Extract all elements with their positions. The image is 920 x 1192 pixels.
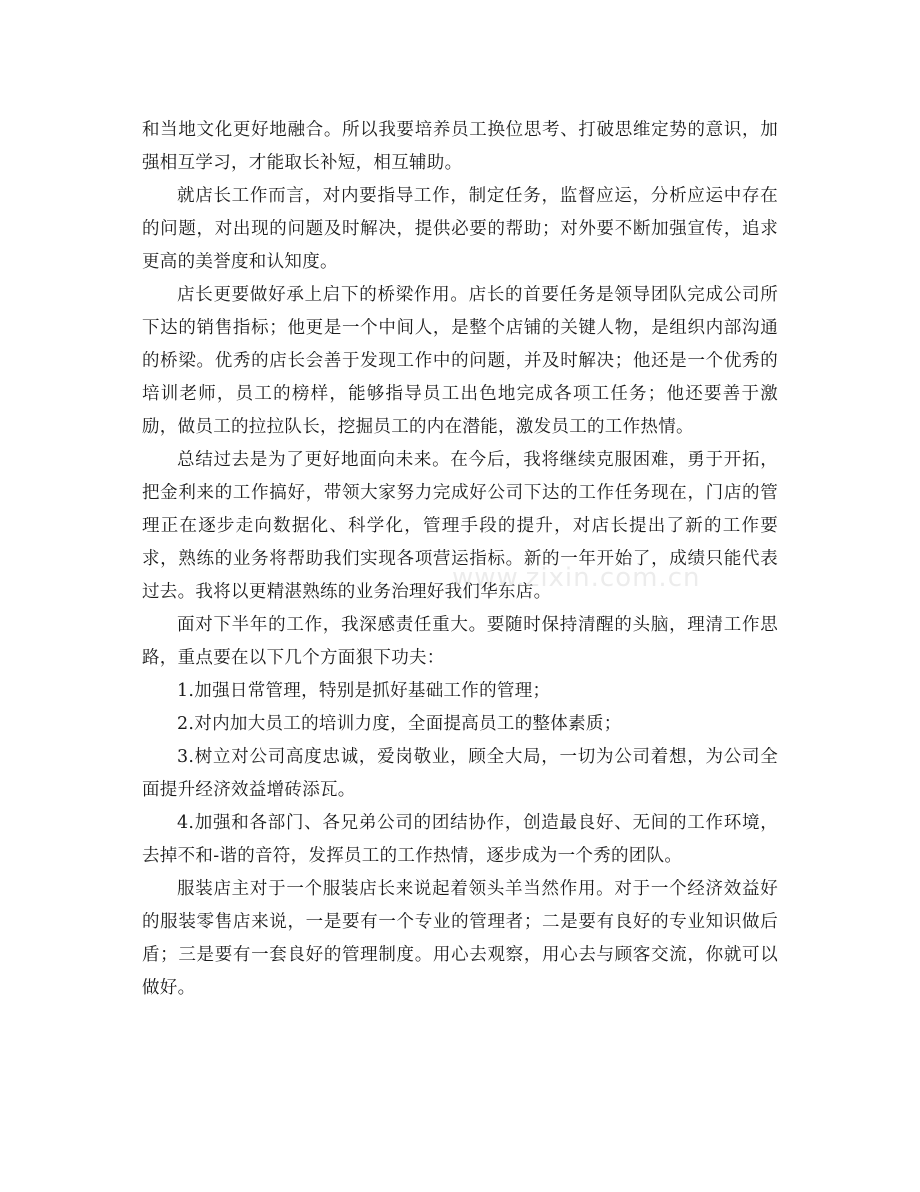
paragraph-future-outlook: 总结过去是为了更好地面向未来。在今后，我将继续克服困难，勇于开拓，把金利来的工作搞好，带领大家努力完成好公司下达的工作任务现在，门店的管理正在逐步走向数据化、科学化，管理手段的提升，对店长提出了新的工作要求，熟练的业务将帮助我们实现各项营运指标。新的一年开始了，成绩只能代表过去。我将以更精湛熟练的业务治理好我们华东店。	[142, 450, 778, 602]
watermark-text: www.zixin.com.cn	[452, 563, 701, 593]
document-body	[142, 114, 778, 1005]
list-item-1: 1.加强日常管理，特别是抓好基础工作的管理；	[177, 681, 551, 701]
paragraph-continuation: 和当地文化更好地融合。所以我要培养员工换位思考、打破思维定势的意识，加强相互学习，才能取长补短，相互辅助。	[142, 120, 778, 173]
paragraph-second-half-plan: 面对下半年的工作，我深感责任重大。要随时保持清醒的头脑，理清工作思路，重点要在以下几个方面狠下功夫：	[142, 615, 778, 668]
list-item-2: 2.对内加大员工的培训力度，全面提高员工的整体素质；	[177, 714, 622, 734]
paragraph-bridge-role: 店长更要做好承上启下的桥梁作用。店长的首要任务是领导团队完成公司所下达的销售指标；他更是一个中间人，是整个店铺的关键人物，是组织内部沟通的桥梁。优秀的店长会善于发现工作中的问题，并及时解决；他还是一个优秀的培训老师，员工的榜样，能够指导员工出色地完成各项工任务；他还要善于激励，做员工的拉拉队长，挖掘员工的内在潜能，激发员工的工作热情。	[142, 285, 778, 437]
list-item-3: 3.树立对公司高度忠诚，爱岗敬业，顾全大局，一切为公司着想，为公司全面提升经济效益增砖添瓦。	[142, 747, 778, 800]
paragraph-store-manager-duties: 就店长工作而言，对内要指导工作，制定任务，监督应运，分析应运中存在的问题，对出现的问题及时解决，提供必要的帮助；对外要不断加强宣传，追求更高的美誉度和认知度。	[142, 186, 778, 272]
list-item-4: 4.加强和各部门、各兄弟公司的团结协作，创造最良好、无间的工作环境，去掉不和-谐的音符，发挥员工的工作热情，逐步成为一个秀的团队。	[142, 813, 778, 866]
paragraph-closing: 服装店主对于一个服装店长来说起着领头羊当然作用。对于一个经济效益好的服装零售店来说，一是要有一个专业的管理者；二是要有良好的专业知识做后盾；三是要有一套良好的管理制度。用心去观察，用心去与顾客交流，你就可以做好。	[142, 879, 778, 998]
